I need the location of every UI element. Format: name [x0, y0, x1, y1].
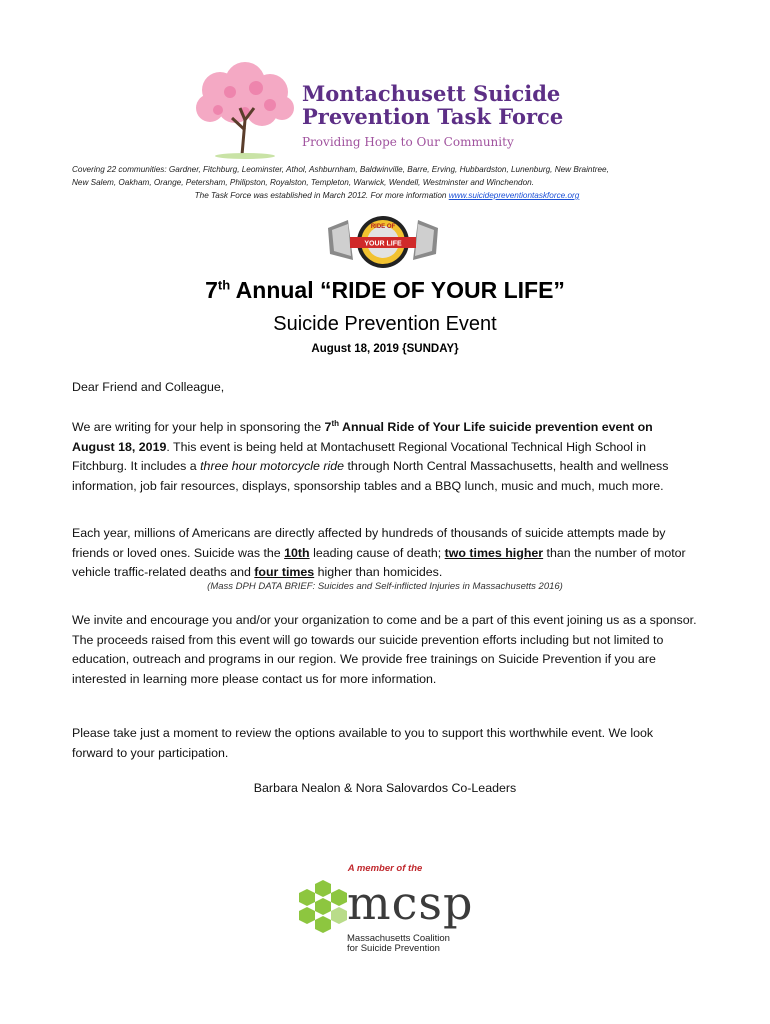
- paragraph-1: We are writing for your help in sponsoring the 7th Annual Ride of Your Life suicide prevention event on August 18, 2019. This event is being held at Montachusett Regional Vocational Technical High School in Fitchburg. It includes a three hour motorcycle ride through North Central Massachusetts, health and wellness information, job fair resources, displays, sponsorship tables and a BBQ lunch, music and much, much more.: [72, 419, 669, 493]
- org-name: Montachusett Suicide Prevention Task Force: [302, 81, 564, 129]
- coverage-note: [72, 163, 702, 202]
- org-tagline: Providing Hope to Our Community: [302, 135, 514, 149]
- coverage-line-2: New Salem, Oakham, Orange, Petersham, Philipston, Royalston, Templeton, Warwick, Wendell, Westminster and Winchendon.: [72, 178, 534, 187]
- event-title: 7th Annual “RIDE OF YOUR LIFE”: [205, 277, 565, 303]
- org-header: [190, 60, 590, 160]
- badge-top-text: RIDE OF: [370, 224, 396, 230]
- signature: Barbara Nealon & Nora Salovardos Co-Leaders: [253, 781, 517, 795]
- event-date: August 18, 2019 {SUNDAY}: [311, 343, 459, 355]
- citation: (Mass DPH DATA BRIEF: Suicides and Self-inflicted Injuries in Massachusetts 2016): [207, 581, 563, 592]
- coverage-line-1: Covering 22 communities: Gardner, Fitchburg, Leominster, Athol, Ashburnham, Baldwinville, Barre, Erving, Hubbardston, Lunenburg, New Braintree,: [72, 165, 609, 174]
- greeting: Dear Friend and Colleague,: [72, 380, 225, 394]
- mcsp-full-name: Massachusetts Coalition for Suicide Prevention: [347, 933, 450, 954]
- mcsp-hexagon-cluster-icon: [295, 878, 351, 938]
- mcsp-wordmark: mcsp: [347, 876, 474, 930]
- badge-banner-text: YOUR LIFE: [364, 240, 402, 248]
- cherry-blossom-tree-icon: [190, 60, 300, 160]
- paragraph-4: Please take just a moment to review the options available to you to support this worthwhile event. We look forward to your participation.: [72, 726, 654, 760]
- member-of-label: A member of the: [347, 863, 423, 874]
- website-link[interactable]: www.suicidepreventiontaskforce.org: [448, 191, 580, 200]
- event-subtitle: Suicide Prevention Event: [273, 313, 497, 335]
- paragraph-2: Each year, millions of Americans are directly affected by hundreds of thousands of suicide attempts made by friends or loved ones. Suicide was the 10th leading cause of death; two times higher than the number of motor vehicle traffic-related deaths and four times higher than homicides.: [72, 526, 686, 579]
- paragraph-3: We invite and encourage you and/or your organization to come and be a part of this event joining us as a sponsor. The proceeds raised from this event will go towards our suicide prevention efforts including but not limited to education, outreach and programs in our region. We provide free trainings on Suicide Prevention if you are interested in learning more please contact us for more information.: [72, 613, 697, 686]
- coverage-line-3: The Task Force was established in March 2012. For more information www.suicidepreventiontaskforce.org: [194, 191, 580, 200]
- ride-of-your-life-motorcycle-badge-icon: [318, 210, 448, 272]
- mcsp-logo: [295, 878, 485, 958]
